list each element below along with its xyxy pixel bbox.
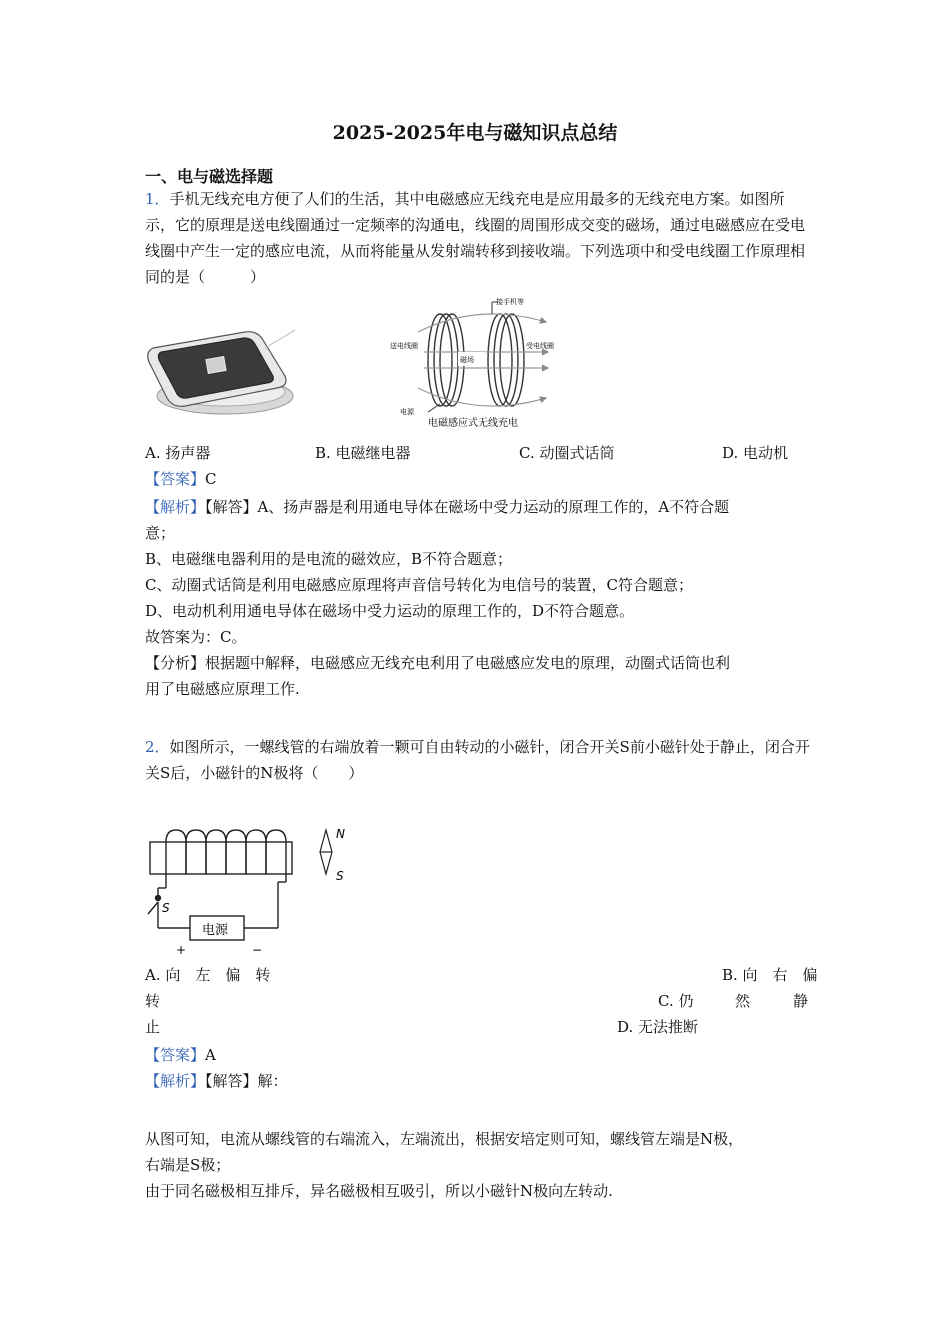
option-b[interactable]: B. 电磁继电器 <box>315 444 411 462</box>
analysis-line: 用了电磁感应原理工作. <box>145 680 300 698</box>
solenoid-circuit-diagram <box>140 822 360 958</box>
label-north: N <box>336 827 345 841</box>
label-south: S <box>336 869 344 883</box>
label-transmit-coil: 送电线圈 <box>390 342 418 350</box>
analysis-line: C、动圈式话筒是利用电磁感应原理将声音信号转化为电信号的装置，C符合题意； <box>145 576 693 594</box>
question-2-options-line-2 <box>145 988 810 1014</box>
question-1-options <box>145 440 810 466</box>
answer-value: C <box>205 470 217 488</box>
section-heading: 一、电与磁选择题 <box>145 167 274 186</box>
option-c[interactable]: C. 仍 <box>658 992 694 1010</box>
analysis-line: B、电磁继电器利用的是电流的磁效应，B不符合题意； <box>145 550 513 568</box>
option-c[interactable]: C. 动圈式话筒 <box>519 444 615 462</box>
question-number: 1． <box>145 190 170 208</box>
analysis-line: D、电动机利用通电导体在磁场中受力运动的原理工作的，D不符合题意。 <box>145 602 635 620</box>
analysis-line: 【解答】A、扬声器是利用通电导体在磁场中受力运动的原理工作的，A不符合题 <box>205 498 730 516</box>
analysis-line: 右端是S极； <box>145 1156 231 1174</box>
analysis-line: 【分析】根据题中解释，电磁感应无线充电利用了电磁感应发电的原理，动圈式话筒也利 <box>145 654 731 672</box>
answer-tag: 【答案】 <box>145 470 206 488</box>
question-2-options-line-1 <box>145 962 818 988</box>
question-1-answer <box>145 466 810 492</box>
answer-value: A <box>205 1046 216 1064</box>
option-c-wrap: 止 <box>145 1018 161 1036</box>
analysis-line: 意； <box>145 524 176 542</box>
question-body: 手机无线充电方便了人们的生活，其中电磁感应无线充电是应用最多的无线充电方案。如图所示，它的原理是送电线圈通过一定频率的沟通电，线圈的周围形成交变的磁场，通过电磁感应在受电线圈中产生一定的感应电流，从而将能量从发射端转移到接收端。下列选项中和受电线圈工作原理相同的是（ ） <box>145 190 806 286</box>
option-a[interactable]: A. 扬声器 <box>145 444 211 462</box>
question-2-analysis <box>145 1126 810 1204</box>
question-2-answer <box>145 1042 810 1068</box>
analysis-line: 由于同名磁极相互排斥，异名磁极相互吸引，所以小磁针N极向左转动. <box>145 1182 613 1200</box>
option-b[interactable]: B. 向 右 偏 <box>722 966 818 984</box>
label-connect-phone: 接手机等 <box>496 298 524 306</box>
option-c-part: 静 <box>793 992 809 1010</box>
option-d[interactable]: D. 无法推断 <box>617 1018 699 1036</box>
question-1-analysis <box>145 494 810 702</box>
question-2-analysis-head <box>145 1068 810 1094</box>
page-title: 2025-2025年电与磁知识点总结 <box>332 122 618 144</box>
label-magnetic-field: 磁场 <box>460 356 474 364</box>
answer-tag: 【答案】 <box>145 1046 206 1064</box>
question-2-text <box>145 734 810 786</box>
option-a[interactable]: A. 向 左 偏 转 <box>145 966 271 984</box>
question-1-text <box>145 186 810 290</box>
label-plus: + <box>176 943 187 957</box>
label-switch: S <box>162 901 170 915</box>
label-receive-coil: 受电线圈 <box>526 342 554 350</box>
option-d[interactable]: D. 电动机 <box>722 444 789 462</box>
analysis-head: 【解答】解： <box>205 1072 288 1090</box>
option-c-part: 然 <box>735 992 751 1010</box>
analysis-line: 故答案为：C。 <box>145 628 247 646</box>
induction-coils-diagram <box>388 292 564 432</box>
analysis-line: 从图可知，电流从螺线管的右端流入，左端流出，根据安培定则可知，螺线管左端是N极， <box>145 1130 744 1148</box>
label-power-source: 电源 <box>400 408 414 416</box>
question-body: 如图所示，一螺线管的右端放着一颗可自由转动的小磁针，闭合开关S前小磁针处于静止，闭合开关S后，小磁针的N极将（ ） <box>145 738 810 782</box>
question-number: 2． <box>145 738 170 756</box>
option-b-wrap: 转 <box>145 992 161 1010</box>
analysis-tag: 【解析】 <box>145 498 206 516</box>
question-2-options-line-3 <box>145 1014 810 1040</box>
analysis-tag: 【解析】 <box>145 1072 206 1090</box>
figure-caption: 电磁感应式无线充电 <box>428 418 518 429</box>
label-minus: − <box>252 943 263 957</box>
phone-charger-image <box>145 318 295 418</box>
label-power-source: 电源 <box>202 923 229 938</box>
